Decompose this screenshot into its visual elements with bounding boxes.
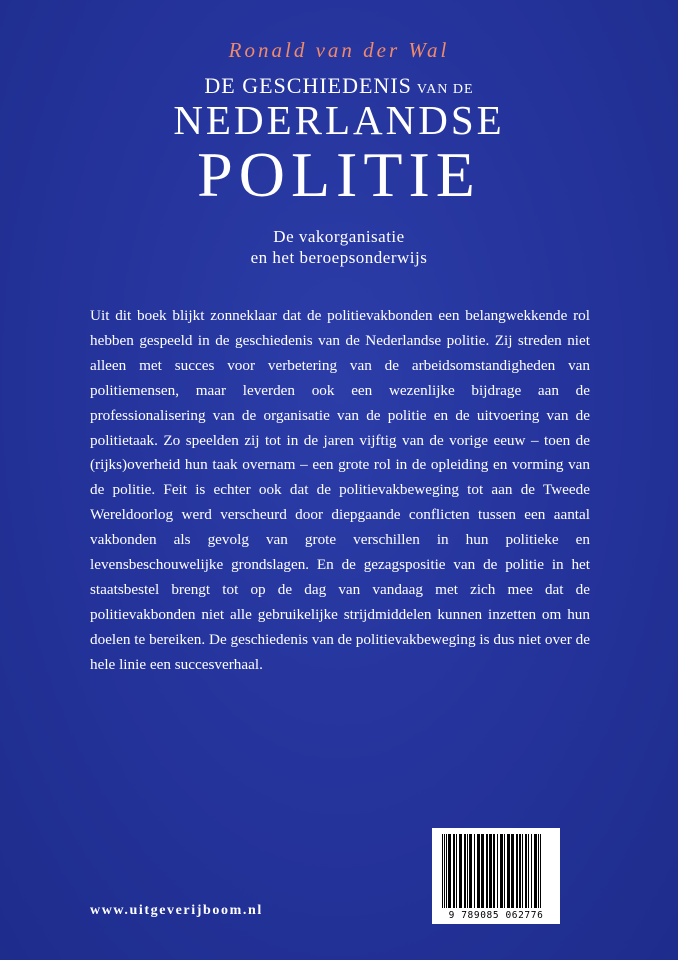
title-part-1: DE GESCHIEDENIS — [204, 73, 412, 98]
barcode-bar — [444, 834, 445, 908]
barcode-bar — [525, 834, 527, 908]
barcode-bar — [464, 834, 466, 908]
barcode-bar — [453, 834, 455, 908]
barcode-bar — [459, 834, 462, 908]
barcode-bar — [497, 834, 498, 908]
barcode-number: 9 789085 062776 — [448, 910, 544, 921]
barcode-bar — [448, 834, 451, 908]
blurb-text: Uit dit boek blijkt zonneklaar dat de politievakbonden een belangwekkende rol hebben gespeeld in de geschiedenis van de Nederlandse politie. Zij streden niet alleen met succes voor verbetering van de arbeidsomstandigheden van politiemensen, maar leverden ook een wezenlijke bijdrage aan de professionalisering van de organisatie van de politie en de uitvoering van de politietaak. Zo speelden zij tot in de jaren vijftig van de vorige eeuw – toen de (rijks)overheid hun taak overnam – een grote rol in de opleiding en vorming van de politie. Feit is echter ook dat de politievakbeweging tot aan de Tweede Wereldoorlog werd verscheurd door diepgaande conflicten tussen een aantal vakbonden als gevolg van grote verschillen in hun politieke en levensbeschouwelijke grondslagen. En de gezagspositie van de politie in het staatsbestel brengt tot op de dag van vandaag met zich mee dat de politievakbonden niet alle gebruikelijke strijdmiddelen kunnen inzetten om hun doelen te bereiken. De geschiedenis van de politievakbeweging is dus niet over de hele linie een succesverhaal. — [90, 307, 590, 673]
subtitle-line-2: en het beroepsonderwijs — [250, 248, 428, 267]
barcode-bar — [531, 834, 532, 908]
barcode-bar — [486, 834, 488, 908]
barcode-bar — [500, 834, 503, 908]
barcode-bar — [540, 834, 541, 908]
barcode-bar — [522, 834, 523, 908]
barcode-bar — [442, 834, 443, 908]
barcode-bar — [511, 834, 514, 908]
publisher-website: www.uitgeverijboom.nl — [90, 903, 263, 918]
barcode-bar — [507, 834, 510, 908]
subtitle-line-1: De vakorganisatie — [273, 227, 405, 246]
barcode-bar — [528, 834, 529, 908]
barcode-bar — [534, 834, 537, 908]
barcode-bar — [446, 834, 447, 908]
barcode-bar — [477, 834, 480, 908]
barcode-bar — [489, 834, 492, 908]
barcode-bar — [516, 834, 518, 908]
barcode-bar — [538, 834, 539, 908]
subtitle — [0, 226, 678, 268]
barcode-bars — [438, 834, 554, 908]
barcode-bar — [474, 834, 475, 908]
barcode — [432, 828, 560, 924]
barcode-bar — [456, 834, 457, 908]
title-part-4: POLITIE — [197, 139, 481, 210]
barcode-bar — [469, 834, 472, 908]
author-name: Ronald van der Wal — [228, 38, 450, 62]
barcode-bar — [481, 834, 484, 908]
title-part-3: NEDERLANDSE — [173, 97, 505, 143]
barcode-bar — [493, 834, 495, 908]
barcode-bar — [467, 834, 468, 908]
barcode-bar — [504, 834, 505, 908]
title-part-2: VAN DE — [416, 82, 474, 97]
barcode-bar — [519, 834, 521, 908]
